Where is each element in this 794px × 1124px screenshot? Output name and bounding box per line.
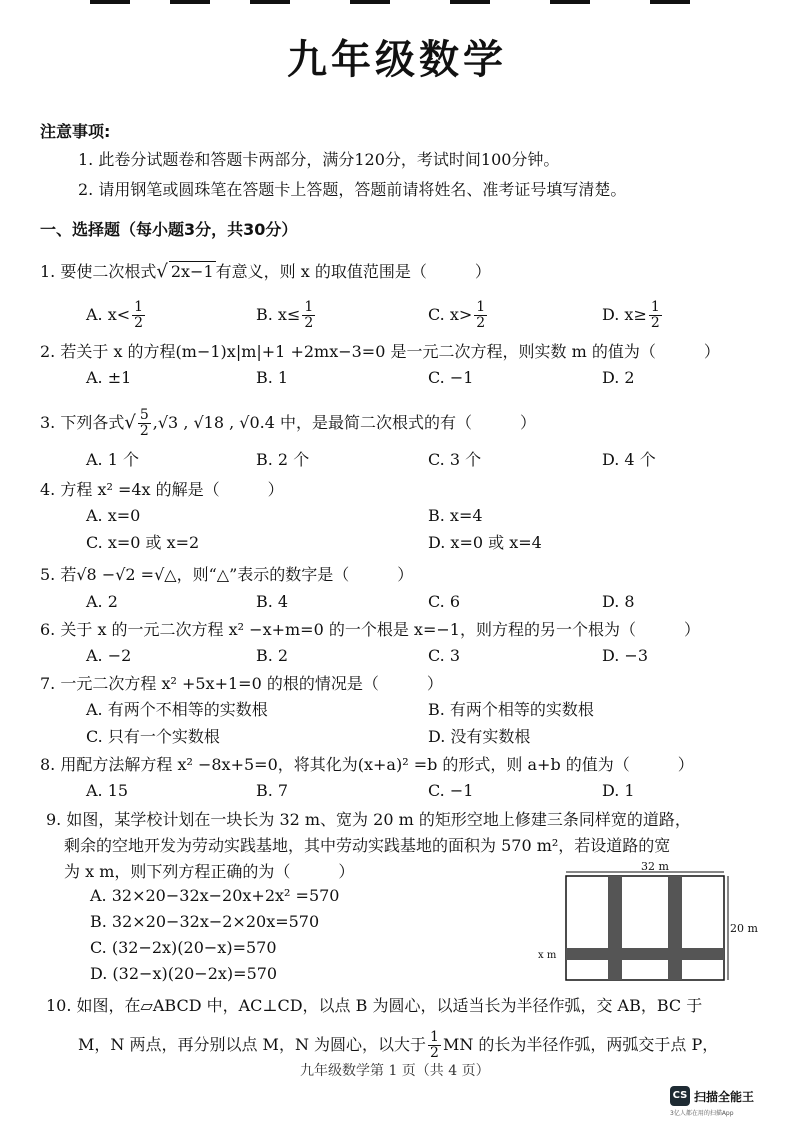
- q6-option-a: A. −2: [86, 646, 132, 665]
- q8-option-d: D. 1: [602, 781, 635, 800]
- page-title: 九年级数学: [287, 37, 507, 83]
- question-10-line-1: 10. 如图，在▱ABCD 中，AC⊥CD，以点 B 为圆心，以适当长为半径作弧，交 AB，BC 于: [46, 996, 703, 1015]
- cropped-header-line: [90, 0, 710, 6]
- q1-radicand: 2x−1: [170, 262, 214, 281]
- q5-option-c: C. 6: [428, 592, 461, 611]
- q7-option-b: B. 有两个相等的实数根: [428, 700, 594, 719]
- question-8: 8. 用配方法解方程 x² −8x+5=0，将其化为(x+a)² =b 的形式，则 a+b 的值为（ ）: [40, 755, 694, 774]
- q3-option-c: C. 3 个: [428, 450, 482, 469]
- q2-option-d: D. 2: [602, 368, 635, 387]
- q1-option-a: A. x< $\frac{1}{2}$: [86, 299, 144, 331]
- fig-label-20m: 20 m: [730, 922, 758, 935]
- q2-option-c: C. −1: [428, 368, 474, 387]
- question-9-line-2: 剩余的空地开发为劳动实践基地，其中劳动实践基地的面积为 570 m²，若设道路的宽: [64, 836, 671, 855]
- q3-option-d: D. 4 个: [602, 450, 656, 469]
- field-rect: [566, 876, 724, 980]
- q1-option-c: C. x> $\frac{1}{2}$: [428, 299, 486, 331]
- question-6: 6. 关于 x 的一元二次方程 x² −x+m=0 的一个根是 x=−1，则方程的另一个根为（ ）: [40, 620, 700, 639]
- q1-option-b: B. x≤ $\frac{1}{2}$: [256, 299, 314, 331]
- q9-option-d: D. (32−x)(20−2x)=570: [90, 964, 278, 983]
- q5-option-b: B. 4: [256, 592, 289, 611]
- q2-option-a: A. ±1: [86, 368, 132, 387]
- scanner-watermark: [670, 1080, 780, 1120]
- q7-option-a: A. 有两个不相等的实数根: [86, 700, 268, 719]
- section-heading: 一、选择题（每小题3分，共30分）: [40, 220, 298, 239]
- question-1: [40, 261, 491, 282]
- question-3: 3. 下列各式√ $\frac{5}{2}$ ,√3 , √18 , √0.4 中，是最简二次根式的有（ ）: [40, 407, 537, 439]
- q1-option-d: D. x≥ $\frac{1}{2}$: [602, 299, 660, 331]
- q9-option-c: C. (32−2x)(20−x)=570: [90, 938, 277, 957]
- road-horizontal: [566, 948, 724, 960]
- q4-option-c: C. x=0 或 x=2: [86, 533, 200, 552]
- sqrt-icon: √: [124, 412, 136, 433]
- q8-option-c: C. −1: [428, 781, 474, 800]
- road-diagram: [536, 858, 766, 984]
- sqrt-icon: √: [156, 261, 168, 282]
- watermark-name: 扫描全能王: [694, 1090, 755, 1104]
- q2-option-b: B. 1: [256, 368, 289, 387]
- q5-option-a: A. 2: [86, 592, 118, 611]
- q7-option-c: C. 只有一个实数根: [86, 727, 220, 746]
- notice-heading: 注意事项:: [40, 122, 111, 141]
- page-footer-cut: 九年级数学第 1 页（共 4 页）: [300, 1063, 490, 1079]
- notice-item-2: 2. 请用钢笔或圆珠笔在答题卡上答题，答题前请将姓名、准考证号填写清楚。: [78, 180, 627, 199]
- q6-option-d: D. −3: [602, 646, 649, 665]
- q9-option-a: A. 32×20−32x−20x+2x² =570: [90, 886, 340, 905]
- road-vertical-2: [668, 876, 682, 980]
- q4-option-a: A. x=0: [86, 506, 141, 525]
- notice-item-1: 1. 此卷分试题卷和答题卡两部分，满分120分，考试时间100分钟。: [78, 150, 560, 169]
- q3-option-a: A. 1 个: [86, 450, 139, 469]
- q1-stem-b: 有意义，则 x 的取值范围是（ ）: [215, 262, 491, 281]
- fig-label-xm: x m: [538, 950, 557, 961]
- q8-option-a: A. 15: [86, 781, 129, 800]
- q5-option-d: D. 8: [602, 592, 635, 611]
- q7-option-d: D. 没有实数根: [428, 727, 531, 746]
- question-2: 2. 若关于 x 的方程(m−1)x|m|+1 +2mx−3=0 是一元二次方程，则实数 m 的值为（ ）: [40, 342, 720, 361]
- q9-option-b: B. 32×20−32x−2×20x=570: [90, 912, 320, 931]
- q6-option-c: C. 3: [428, 646, 461, 665]
- camscanner-logo-icon: CS: [670, 1086, 690, 1106]
- q3-option-b: B. 2 个: [256, 450, 310, 469]
- question-7: 7. 一元二次方程 x² +5x+1=0 的根的情况是（ ）: [40, 674, 443, 693]
- question-10-line-2: M，N 两点，再分别以点 M，N 为圆心，以大于 $\frac{1}{2}$ MN 的长为半径作弧，两弧交于点 P，: [78, 1029, 719, 1061]
- q4-option-b: B. x=4: [428, 506, 483, 525]
- fig-label-32m: 32 m: [641, 860, 669, 873]
- q1-stem-a: 1. 要使二次根式: [40, 262, 157, 281]
- question-4: 4. 方程 x² =4x 的解是（ ）: [40, 480, 284, 499]
- question-9-line-3: 为 x m，则下列方程正确的为（ ）: [64, 862, 355, 881]
- q4-option-d: D. x=0 或 x=4: [428, 533, 542, 552]
- watermark-sub: 3亿人都在用的扫描App: [670, 1110, 734, 1117]
- q8-option-b: B. 7: [256, 781, 289, 800]
- question-5: 5. 若√8 −√2 =√△，则“△”表示的数字是（ ）: [40, 565, 414, 584]
- road-vertical-1: [608, 876, 622, 980]
- question-9-line-1: 9. 如图，某学校计划在一块长为 32 m、宽为 20 m 的矩形空地上修建三条同样宽的道路，: [46, 810, 691, 829]
- q6-option-b: B. 2: [256, 646, 289, 665]
